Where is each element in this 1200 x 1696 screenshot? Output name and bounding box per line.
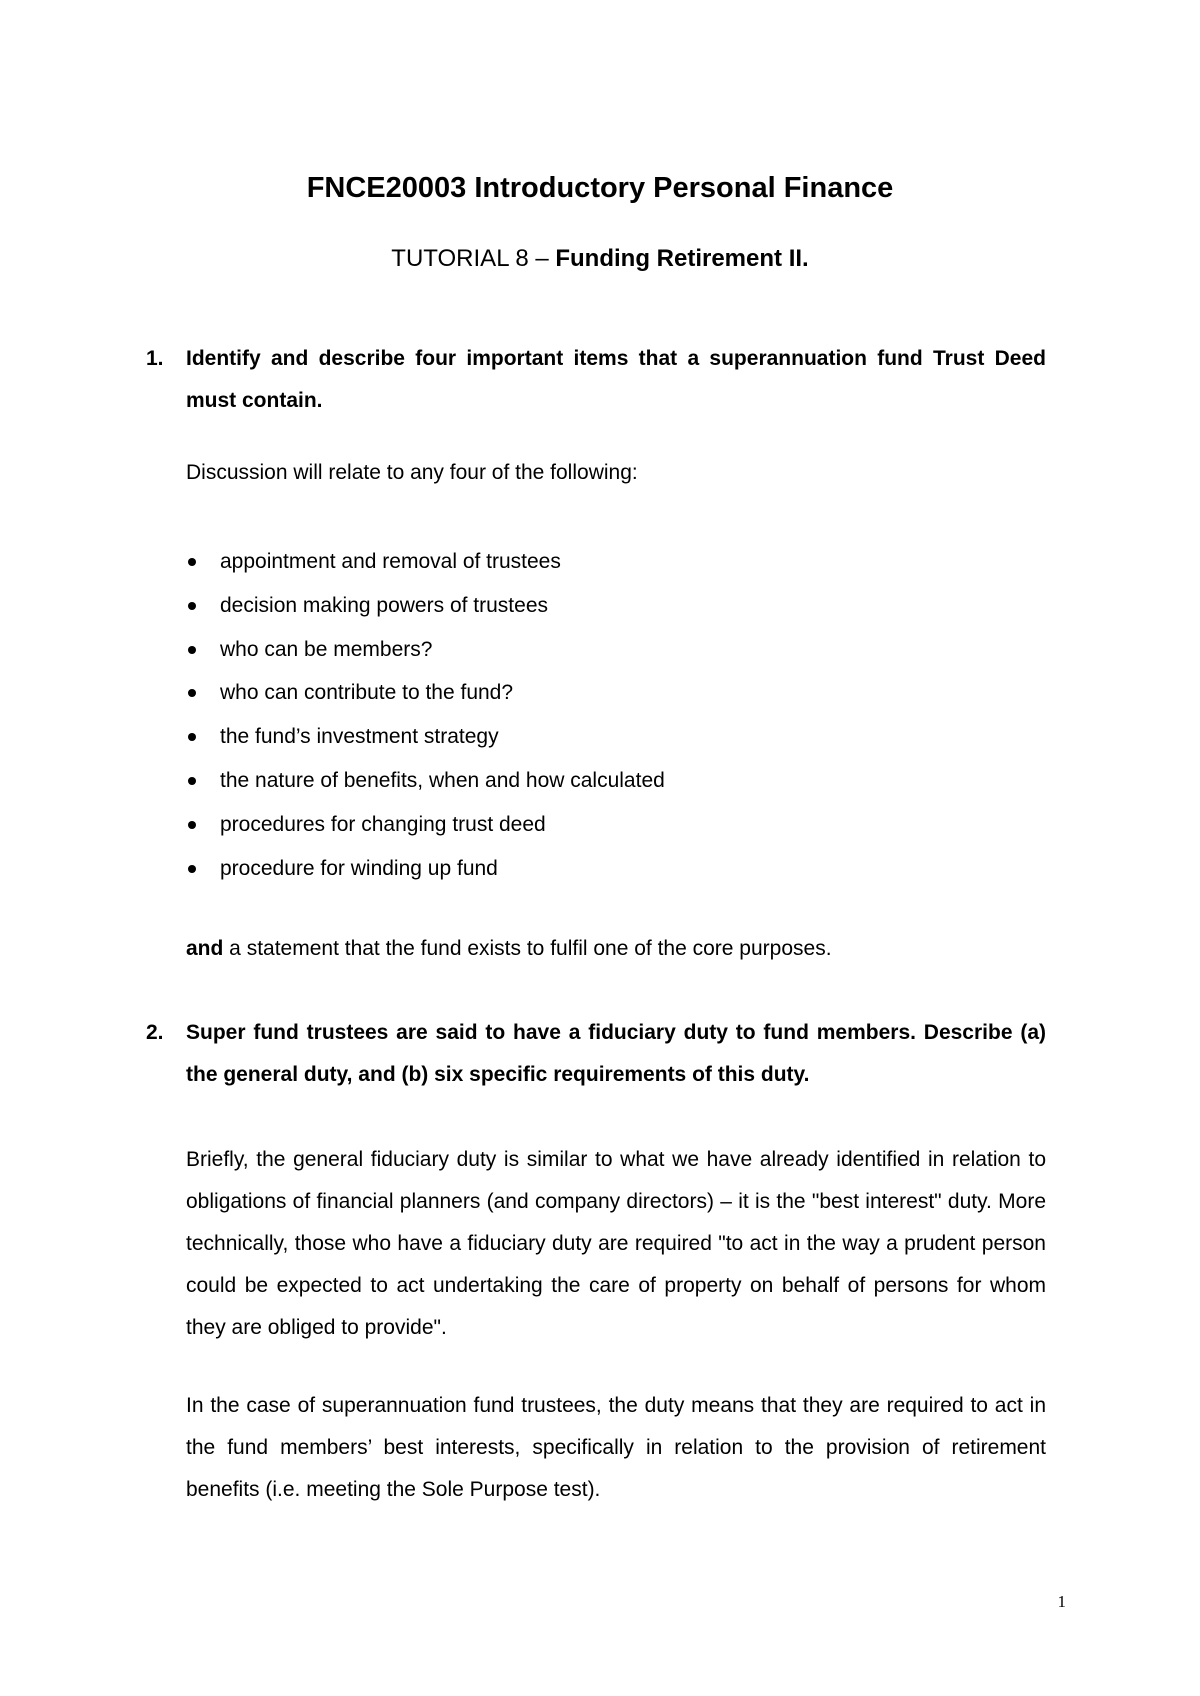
bullet-icon: [188, 733, 196, 741]
question-1-text: Identify and describe four important items that a superannuation fund Trust Deed must contain.: [186, 347, 1046, 412]
question-1-closing: [186, 928, 1046, 970]
list-item-text: who can contribute to the fund?: [220, 681, 514, 705]
page-number: 1: [1057, 1592, 1066, 1611]
bullet-icon: [188, 777, 196, 785]
list-item-text: procedure for winding up fund: [220, 856, 498, 880]
question-1: [146, 338, 1046, 422]
trust-deed-items-list: [186, 540, 1046, 890]
list-item: [186, 671, 1046, 715]
question-2-paragraph-2: In the case of superannuation fund trustees, the duty means that they are required to act in the fund members’ best interests, specifically in relation to the provision of retirement benefits (i.e. meeting the Sole Purpose test).: [186, 1394, 1046, 1501]
bullet-icon: [188, 602, 196, 610]
list-item: [186, 803, 1046, 847]
list-item-text: the fund’s investment strategy: [220, 725, 499, 749]
bullet-icon: [188, 865, 196, 873]
subtitle-prefix: TUTORIAL 8 –: [391, 245, 556, 272]
list-item: [186, 847, 1046, 891]
list-item: [186, 584, 1046, 628]
question-2-text: Super fund trustees are said to have a fiduciary duty to fund members. Describe (a) the general duty, and (b) six specific requirements of this duty.: [186, 1021, 1046, 1086]
document-subtitle: [0, 245, 1200, 273]
list-item: [186, 759, 1046, 803]
question-2-number: 2.: [146, 1021, 164, 1044]
bullet-icon: [188, 689, 196, 697]
list-item-text: who can be members?: [220, 637, 433, 661]
list-item: [186, 628, 1046, 672]
list-item-text: the nature of benefits, when and how calculated: [220, 768, 665, 792]
subtitle-topic: Funding Retirement II.: [555, 245, 809, 272]
bullet-icon: [188, 821, 196, 829]
question-1-number: 1.: [146, 347, 164, 370]
document-title: FNCE20003 Introductory Personal Finance: [306, 172, 894, 204]
bullet-icon: [188, 646, 196, 654]
bullet-icon: [188, 558, 196, 566]
question-1-intro: Discussion will relate to any four of the following:: [186, 461, 638, 484]
list-item-text: procedures for changing trust deed: [220, 812, 546, 836]
list-item: [186, 540, 1046, 584]
question-2-paragraph-1: Briefly, the general fiduciary duty is similar to what we have already identified in relation to obligations of financial planners (and company directors) – it is the "best interest" duty. More technically, those who have a fiduciary duty are required "to act in the way a prudent person could be expected to act undertaking the care of property on behalf of persons for whom they are obliged to provide".: [186, 1148, 1046, 1339]
question-2: [146, 1012, 1046, 1096]
list-item: [186, 715, 1046, 759]
closing-bold-word: and: [186, 937, 224, 960]
closing-text: a statement that the fund exists to fulfil one of the core purposes.: [223, 937, 832, 960]
list-item-text: appointment and removal of trustees: [220, 550, 561, 573]
list-item-text: decision making powers of trustees: [220, 593, 548, 617]
